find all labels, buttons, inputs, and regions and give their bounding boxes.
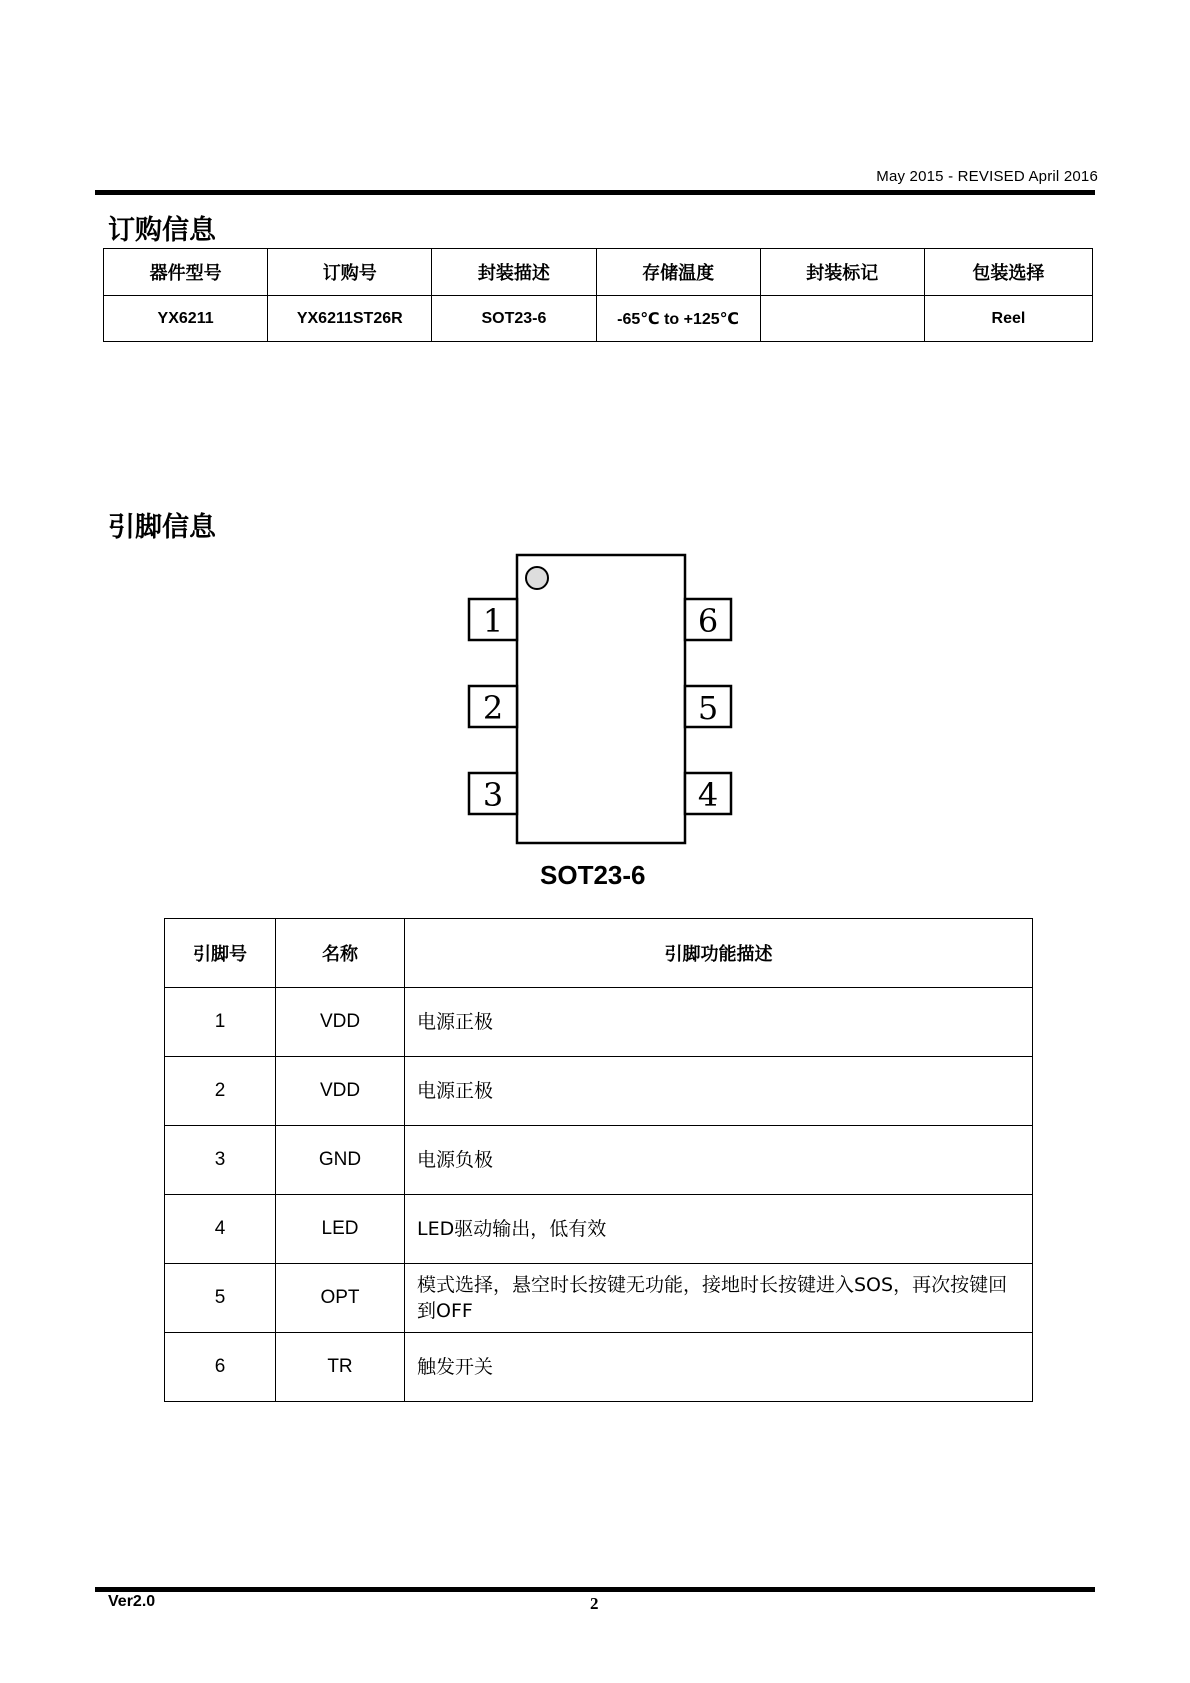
- pin-name: VDD: [276, 1057, 405, 1126]
- pin-label-2: 2: [482, 689, 504, 727]
- pin-name: LED: [276, 1195, 405, 1264]
- ordering-col-header: 封装标记: [760, 249, 924, 296]
- packing-cell: Reel: [924, 296, 1092, 342]
- header-date: May 2015 - REVISED April 2016: [876, 168, 1098, 185]
- pin-description: 电源正极: [405, 1057, 1033, 1126]
- table-row: [165, 988, 1033, 1057]
- ordering-col-header: 存储温度: [596, 249, 760, 296]
- pin-number: 3: [165, 1126, 276, 1195]
- pin-number: 4: [165, 1195, 276, 1264]
- pin-label-5: 5: [697, 689, 719, 727]
- pin-number: 5: [165, 1264, 276, 1333]
- pin-col-header: 引脚功能描述: [405, 919, 1033, 988]
- package-cell: SOT23-6: [432, 296, 596, 342]
- pin-name: GND: [276, 1126, 405, 1195]
- pin-description: 电源正极: [405, 988, 1033, 1057]
- pin1-marker-icon: [526, 567, 548, 589]
- ordering-col-header: 器件型号: [104, 249, 268, 296]
- pin-name: VDD: [276, 988, 405, 1057]
- pin-name: TR: [276, 1333, 405, 1402]
- pin-col-header: 名称: [276, 919, 405, 988]
- package-body: [517, 555, 685, 843]
- pin-label-4: 4: [697, 776, 719, 814]
- pin-label-6: 6: [697, 602, 719, 640]
- pin-description: 模式选择，悬空时长按键无功能，接地时长按键进入SOS，再次按键回到OFF: [405, 1264, 1033, 1333]
- ordering-col-header: 订购号: [268, 249, 432, 296]
- pin-label-1: 1: [482, 602, 504, 640]
- package-diagram: [460, 550, 760, 850]
- device-model-cell: YX6211: [104, 296, 268, 342]
- ordering-header-row: [104, 249, 1093, 296]
- table-row: [104, 296, 1093, 342]
- table-row: [165, 1333, 1033, 1402]
- pin-label-3: 3: [482, 776, 504, 814]
- package-name: SOT23-6: [540, 860, 646, 890]
- table-row: [165, 1264, 1033, 1333]
- ordering-title: 订购信息: [108, 215, 216, 246]
- footer-rule: [95, 1587, 1095, 1592]
- pinout-title: 引脚信息: [108, 512, 216, 543]
- page-number: 2: [590, 1594, 599, 1613]
- table-row: [165, 1057, 1033, 1126]
- pin-col-header: 引脚号: [165, 919, 276, 988]
- pin-description: 触发开关: [405, 1333, 1033, 1402]
- order-number-cell: YX6211ST26R: [268, 296, 432, 342]
- header-rule: [95, 190, 1095, 195]
- table-row: [165, 1126, 1033, 1195]
- pin-description: LED驱动输出，低有效: [405, 1195, 1033, 1264]
- pin-header-row: [165, 919, 1033, 988]
- pin-number: 2: [165, 1057, 276, 1126]
- package-marking-cell: [760, 296, 924, 342]
- ordering-table: [103, 248, 1093, 342]
- pin-table: [164, 918, 1033, 1402]
- pin-number: 6: [165, 1333, 276, 1402]
- pin-description: 电源负极: [405, 1126, 1033, 1195]
- ordering-col-header: 封装描述: [432, 249, 596, 296]
- storage-temp-cell: -65℃ to +125℃: [596, 296, 760, 342]
- pin-name: OPT: [276, 1264, 405, 1333]
- footer-version: Ver2.0: [108, 1593, 156, 1610]
- ordering-col-header: 包装选择: [924, 249, 1092, 296]
- table-row: [165, 1195, 1033, 1264]
- pin-number: 1: [165, 988, 276, 1057]
